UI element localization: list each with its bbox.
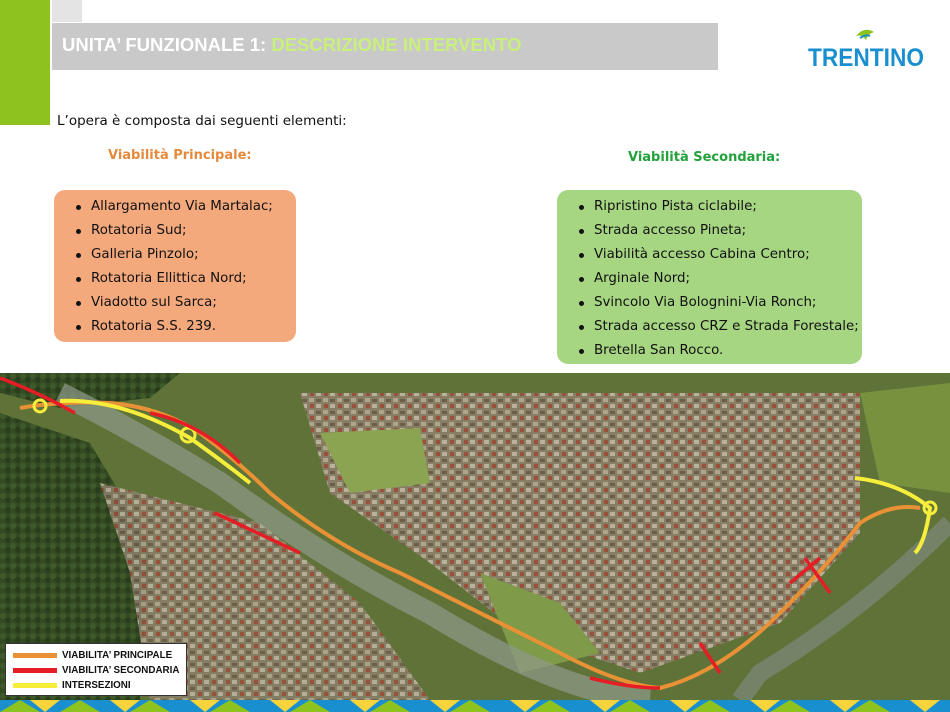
slide-title-prefix: UNITA’ FUNZIONALE 1:	[62, 34, 272, 55]
map-legend	[5, 643, 187, 696]
legend-item-secondaria	[6, 663, 186, 678]
slide-title-bar	[52, 23, 718, 70]
list-item: Svincolo Via Bolognini-Via Ronch;	[557, 291, 862, 315]
accent-green-bar	[0, 0, 50, 125]
list-item: Strada accesso Pineta;	[557, 219, 862, 243]
list-item: Rotatoria S.S. 239.	[54, 315, 296, 339]
list-item: Ripristino Pista ciclabile;	[557, 195, 862, 219]
secondaria-list	[557, 195, 862, 363]
intro-text: L’opera è composta dai seguenti elementi:	[57, 113, 347, 129]
secondaria-list-box	[557, 190, 862, 364]
trentino-logo	[808, 26, 926, 72]
trentino-logo-text: TRENTINO	[808, 44, 924, 72]
list-item: Arginale Nord;	[557, 267, 862, 291]
legend-label: VIABILITA’ SECONDARIA	[62, 665, 180, 676]
accent-grey-corner	[52, 0, 82, 22]
list-item: Rotatoria Sud;	[54, 219, 296, 243]
legend-item-intersezioni	[6, 678, 186, 693]
slide-title-highlight: DESCRIZIONE INTERVENTO	[271, 34, 522, 55]
principale-list	[54, 195, 296, 339]
list-item: Viabilità accesso Cabina Centro;	[557, 243, 862, 267]
legend-swatch-yellow	[13, 683, 57, 688]
heading-viabilita-principale: Viabilità Principale:	[108, 148, 252, 163]
list-item: Strada accesso CRZ e Strada Forestale;	[557, 315, 862, 339]
list-item: Viadotto sul Sarca;	[54, 291, 296, 315]
legend-swatch-red	[13, 668, 57, 673]
list-item: Galleria Pinzolo;	[54, 243, 296, 267]
decorative-footer-strip	[0, 700, 950, 712]
legend-label: INTERSEZIONI	[62, 680, 131, 691]
list-item: Bretella San Rocco.	[557, 339, 862, 363]
principale-list-box	[54, 190, 296, 342]
heading-viabilita-secondaria: Viabilità Secondaria:	[628, 150, 781, 165]
legend-label: VIABILITA’ PRINCIPALE	[62, 650, 173, 661]
legend-swatch-orange	[13, 653, 57, 658]
legend-item-principale	[6, 648, 186, 663]
list-item: Rotatoria Ellittica Nord;	[54, 267, 296, 291]
list-item: Allargamento Via Martalac;	[54, 195, 296, 219]
